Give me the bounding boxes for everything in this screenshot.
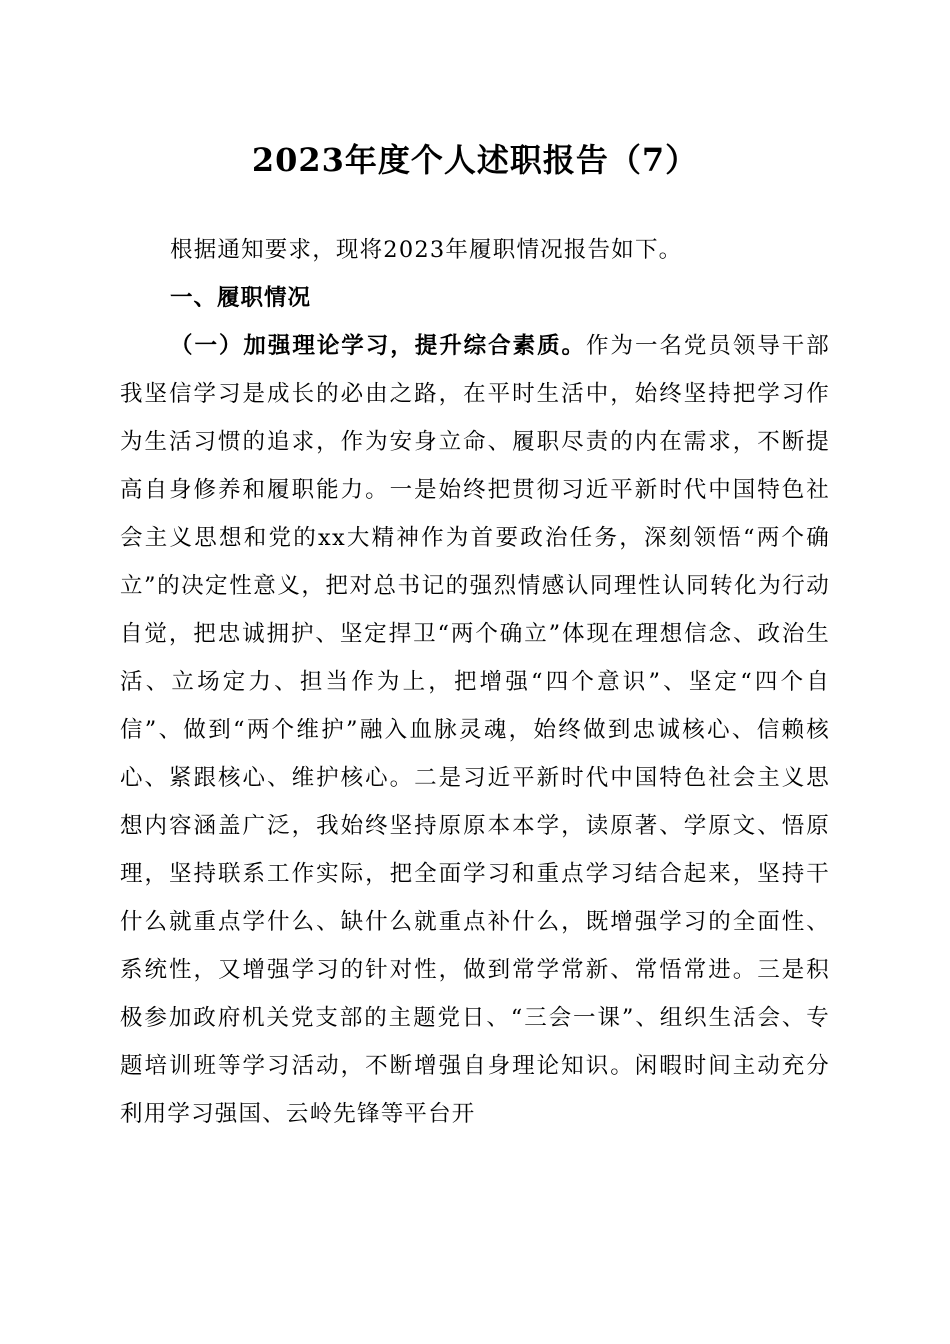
subsection-body: 作为一名党员领导干部我坚信学习是成长的必由之路，在平时生活中，始终坚持把学习作为生活习惯的追求，作为安身立命、履职尽责的内在需求，不断提高自身修养和履职能力。一是始终把贯彻习近平新时代中国特色社会主义思想和党的xx大精神作为首要政治任务，深刻领悟“两个确立”的决定性意义，把对总书记的强烈情感认同理性认同转化为行动自觉，把忠诚拥护、坚定捍卫“两个确立”体现在理想信念、政治生活、立场定力、担当作为上，把增强“四个意识”、坚定“四个自信”、做到“两个维护”融入血脉灵魂，始终做到忠诚核心、信赖核心、紧跟核心、维护核心。二是习近平新时代中国特色社会主义思想内容涵盖广泛，我始终坚持原原本本学，读原著、学原文、悟原理，坚持联系工作实际，把全面学习和重点学习结合起来，坚持干什么就重点学什么、缺什么就重点补什么，既增强学习的全面性、系统性，又增强学习的针对性，做到常学常新、常悟常进。三是积极参加政府机关党支部的主题党日、“三会一课”、组织生活会、专题培训班等学习活动，不断增强自身理论知识。闲暇时间主动充分利用学习强国、云岭先锋等平台开 bbox=[120, 333, 830, 1127]
intro-paragraph: 根据通知要求，现将2023年履职情况报告如下。 bbox=[170, 237, 683, 263]
section-heading: 一、履职情况 bbox=[170, 285, 312, 311]
body-paragraph bbox=[120, 322, 830, 1138]
document-title: 2023年度个人述职报告（7） bbox=[251, 141, 699, 179]
subsection-lead: （一）加强理论学习，提升综合素质。 bbox=[170, 333, 587, 359]
